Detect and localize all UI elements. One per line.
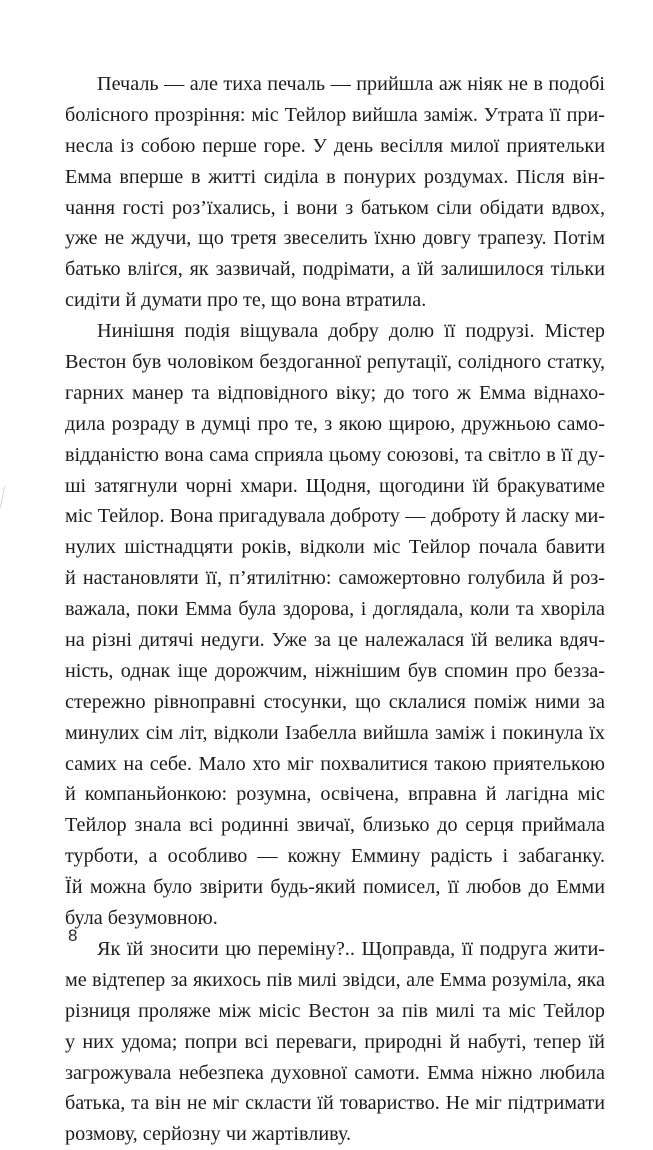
body-text bbox=[65, 69, 605, 1150]
text-line: несла із собою перше горе. У день весілля милої приятельки bbox=[65, 134, 605, 157]
text-line: Тейлор знала всі родинні звичаї, близько до серця приймала bbox=[65, 814, 605, 837]
text-line: важала, поки Емма була здорова, і доглядала, коли та хворіла bbox=[65, 598, 605, 621]
text-line: сидіти й думати про те, що вона втратила. bbox=[65, 289, 427, 312]
text-line: батько вліґся, як зазвичай, подрімати, а їй залишилося тільки bbox=[65, 258, 605, 281]
text-line: й настановляти її, п’ятилітню: саможертовно голубила й роз- bbox=[65, 567, 605, 590]
text-line: Їй можна було звірити будь-який помисел, її любов до Емми bbox=[65, 876, 605, 899]
text-line: Печаль — але тиха печаль — прийшла аж ніяк не в подобі bbox=[97, 73, 605, 95]
text-line: загрожувала небезпека духовної самоти. Емма ніжно любила bbox=[65, 1061, 605, 1084]
text-line: ме відтепер за якихось пів милі звідси, але Емма розуміла, яка bbox=[65, 968, 605, 991]
text-line: Нинішня подія віщувала добру долю її подрузі. Містер bbox=[97, 320, 605, 343]
text-line: батька, та він не міг скласти їй товариство. Не міг підтримати bbox=[65, 1092, 605, 1115]
text-line: Вестон був чоловіком бездоганної репутації, солідного статку, bbox=[65, 351, 605, 374]
text-line: гарних манер та відповідного віку; до того ж Емма віднахо- bbox=[65, 381, 605, 404]
paragraph bbox=[65, 316, 605, 934]
text-line: уже не ждучи, що третя звеселить їхню довгу трапезу. Потім bbox=[65, 227, 605, 250]
text-line: Емма вперше в житті сиділа в понурих роздумах. Після він- bbox=[65, 165, 605, 188]
text-line: нулих шістнадцяти років, відколи міс Тейлор почала бавити bbox=[65, 536, 605, 559]
text-line: чання гості роз’їхались, і вони з батьком сіли обідати вдвох, bbox=[65, 196, 605, 219]
paragraph bbox=[65, 69, 605, 316]
page-number: 8 bbox=[68, 926, 78, 945]
margin-smudge bbox=[0, 486, 12, 508]
text-line: Як їй зносити цю переміну?.. Щоправда, її подруга жити- bbox=[97, 937, 605, 960]
text-line: ність, однак іще дорожчим, ніжнішим був спомин про безза- bbox=[65, 659, 605, 682]
text-line: турботи, а особливо — кожну Еммину радість і забаганку. bbox=[65, 845, 605, 868]
text-line: відданістю вона сама сприяла цьому союзові, та світло в її ду- bbox=[65, 443, 605, 466]
text-line: на різні дитячі недуги. Уже за це належалася їй велика вдяч- bbox=[65, 629, 605, 652]
text-line: різниця проляже між місіс Вестон за пів милі та міс Тейлор bbox=[65, 999, 605, 1022]
text-line: стережно рівноправні стосунки, що склалися поміж ними за bbox=[65, 690, 605, 713]
text-line: болісного прозріння: міс Тейлор вийшла заміж. Утрата її при- bbox=[65, 103, 605, 126]
text-line: й компаньйонкою: розумна, освічена, вправна й лагідна міс bbox=[65, 783, 605, 806]
text-line: ші затягнули чорні хмари. Щодня, щогодини їй бракуватиме bbox=[65, 474, 605, 497]
text-line: у них удома; попри всі переваги, природні й набуті, тепер їй bbox=[65, 1030, 605, 1053]
text-line: розмову, серйозну чи жартівливу. bbox=[65, 1123, 352, 1146]
text-line: міс Тейлор. Вона пригадувала доброту — доброту й ласку ми- bbox=[65, 505, 605, 528]
text-line: самих на себе. Мало хто міг похвалитися такою приятелькою bbox=[65, 752, 605, 775]
text-line: минулих сім літ, відколи Ізабелла вийшла заміж і покинула їх bbox=[65, 721, 605, 744]
text-line: дила розраду в думці про те, з якою щирою, дружньою само- bbox=[65, 412, 605, 435]
paragraph bbox=[65, 934, 605, 1150]
text-line: була безумовною. bbox=[65, 907, 218, 930]
